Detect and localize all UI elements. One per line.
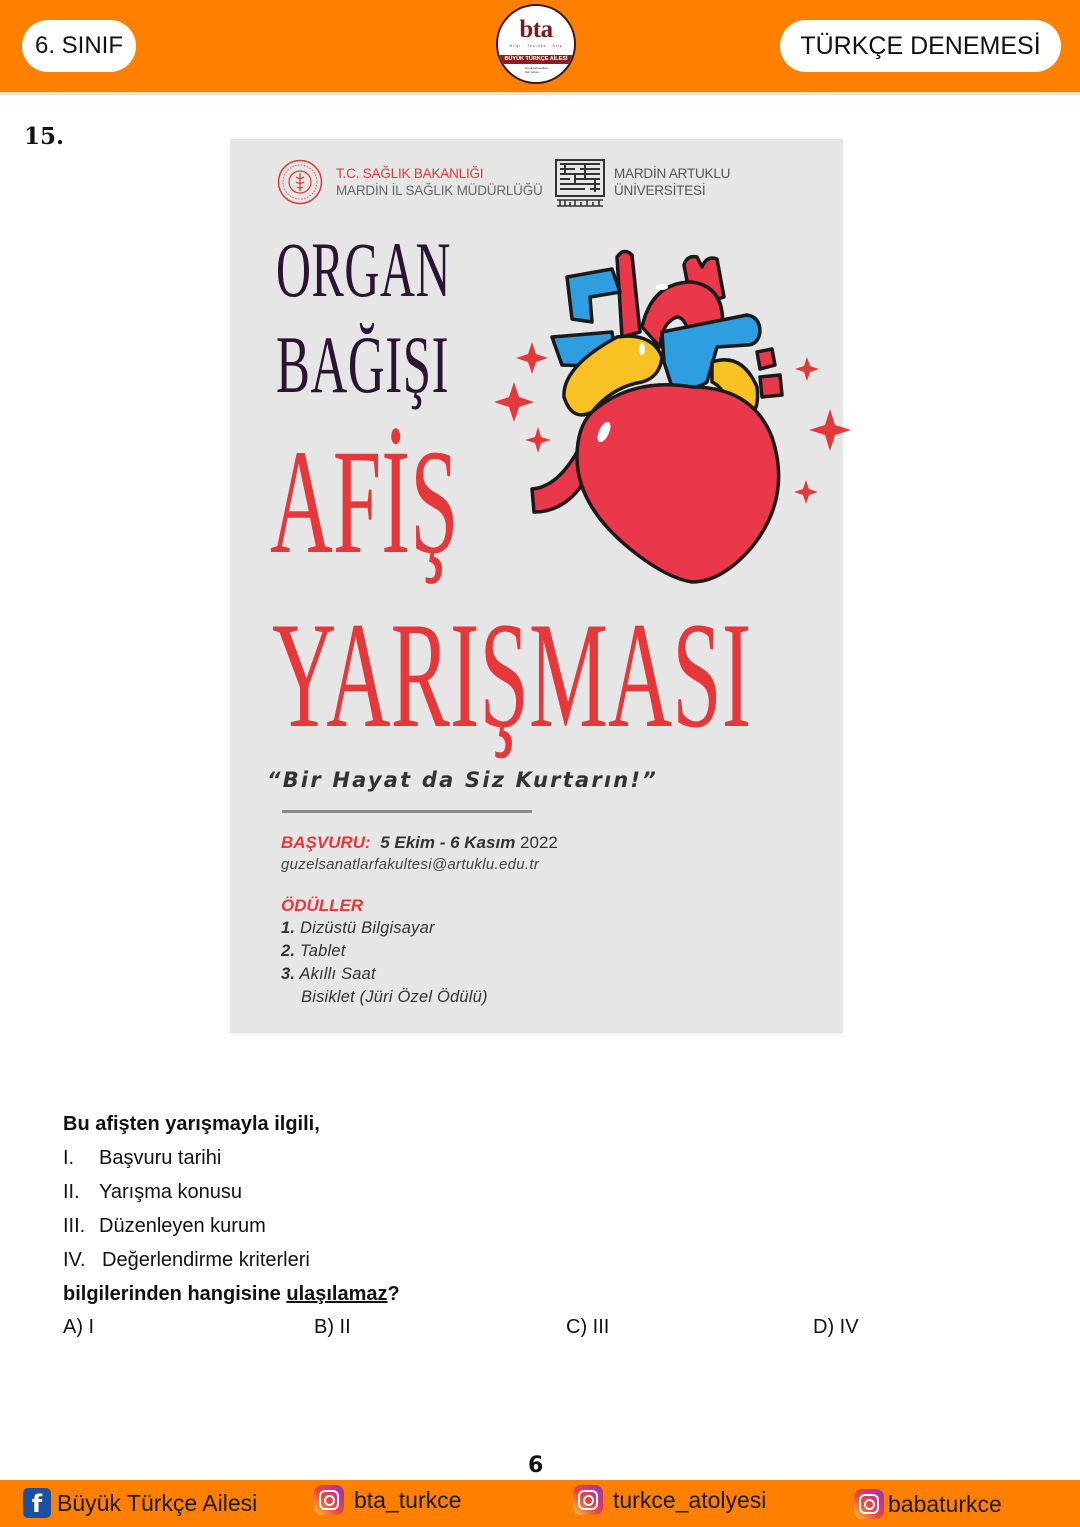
poster-title-afis: AFİŞ xyxy=(270,419,459,585)
ministry-title: T.C. SAĞLIK BAKANLIĞI xyxy=(336,166,484,181)
logo-band: BÜYÜK TÜRKÇE AİLESİ xyxy=(498,55,574,64)
instagram-icon xyxy=(314,1485,344,1515)
page-footer xyxy=(0,1480,1080,1527)
grade-badge: 6. SINIF xyxy=(22,20,136,72)
prize-item: 3. Akıllı Saat xyxy=(281,965,376,983)
application-info: BAŞVURU: 5 Ekim - 6 Kasım 2022 xyxy=(281,833,558,852)
poster-title-bagisi: BAĞIŞI xyxy=(276,319,450,410)
contact-email: guzelsanatlarfakultesi@artuklu.edu.tr xyxy=(281,856,540,873)
poster-title-yarismasi: YARIŞMASI xyxy=(272,591,752,759)
poster-slogan: “Bir Hayat da Siz Kurtarın!” xyxy=(267,768,658,792)
question-item: IV. Değerlendirme kriterleri xyxy=(63,1249,310,1271)
question-number: 15. xyxy=(24,123,65,150)
ministry-subtitle: MARDİN İL SAĞLIK MÜDÜRLÜĞÜ xyxy=(336,183,543,198)
ministry-seal-icon xyxy=(277,159,323,205)
question-item: II. Yarışma konusu xyxy=(63,1181,243,1203)
university-name-line2: ÜNİVERSİTESİ xyxy=(614,183,706,198)
poster-divider xyxy=(282,810,532,813)
option-b[interactable]: B) II xyxy=(314,1316,351,1338)
competition-poster xyxy=(230,139,843,1033)
option-c[interactable]: C) III xyxy=(566,1316,610,1338)
logo-tagline: Bilgi - Tecrübe - Ariş xyxy=(509,44,563,48)
poster-title-organ: ORGAN xyxy=(276,226,452,313)
question-item: I. Başvuru tarihi xyxy=(63,1147,222,1169)
prize-item: Bisiklet (Jüri Özel Ödülü) xyxy=(301,988,488,1006)
question-stem-end: bilgilerinden hangisine ulaşılamaz? xyxy=(63,1283,400,1305)
logo-social: buyukturkceailesi bta_turkce xyxy=(525,66,549,74)
university-name-line1: MARDİN ARTUKLU xyxy=(614,166,731,181)
footer-instagram-link[interactable]: babaturkce xyxy=(854,1489,1002,1519)
page-number: 6 xyxy=(528,1453,544,1478)
question-stem-intro: Bu afişten yarışmayla ilgili, xyxy=(63,1113,320,1135)
option-d[interactable]: D) IV xyxy=(813,1316,859,1338)
heart-illustration-icon xyxy=(492,237,872,607)
bta-logo xyxy=(496,4,576,84)
exam-title-badge: TÜRKÇE DENEMESİ xyxy=(780,20,1061,72)
footer-instagram-link[interactable]: turkce_atolyesi xyxy=(573,1485,766,1515)
prize-item: 1. Dizüstü Bilgisayar xyxy=(281,919,435,937)
university-logo-icon xyxy=(555,159,605,207)
option-a[interactable]: A) I xyxy=(63,1316,95,1338)
prize-item: 2. Tablet xyxy=(281,942,346,960)
header-divider xyxy=(0,92,1080,95)
question-item: III. Düzenleyen kurum xyxy=(63,1215,266,1237)
footer-facebook-link[interactable]: f Büyük Türkçe Ailesi xyxy=(23,1488,257,1518)
logo-text: bta xyxy=(519,16,553,43)
prizes-heading: ÖDÜLLER xyxy=(281,896,364,915)
instagram-icon xyxy=(854,1489,884,1519)
facebook-icon: f xyxy=(23,1488,51,1518)
footer-instagram-link[interactable]: bta_turkce xyxy=(314,1485,461,1515)
instagram-icon xyxy=(573,1485,603,1515)
